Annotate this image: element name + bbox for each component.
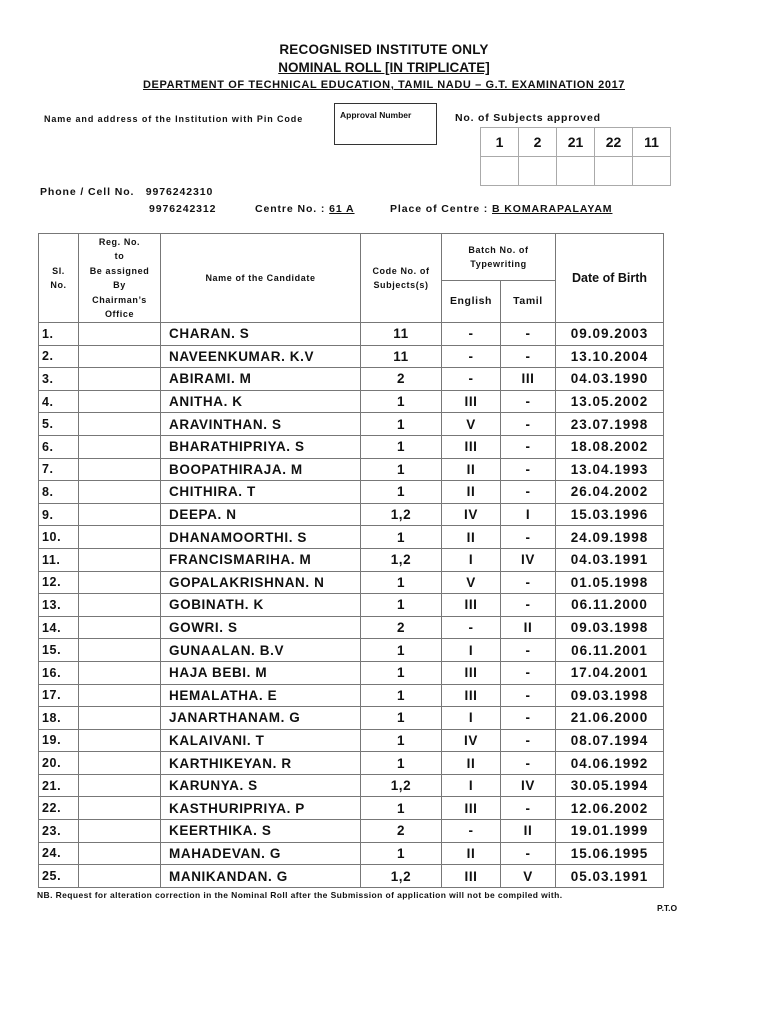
table-row [39,481,664,504]
subject-value [595,157,633,186]
row-batch-tamil: I [501,503,556,526]
row-name: GOPALAKRISHNAN. N [161,571,361,594]
table-row [39,684,664,707]
centre-label: Centre No. : [255,203,326,215]
row-batch-tamil: IV [501,774,556,797]
row-code: 1,2 [361,774,442,797]
table-row [39,594,664,617]
row-reg-no [79,661,161,684]
subject-code: 2 [519,128,557,157]
row-dob: 15.06.1995 [556,842,664,865]
subjects-approved-label: No. of Subjects approved [455,112,601,124]
row-batch-english: IV [442,503,501,526]
row-code: 1,2 [361,865,442,888]
table-row [39,707,664,730]
row-dob: 05.03.1991 [556,865,664,888]
institution-label: Name and address of the Institution with Pin Code [44,114,304,124]
row-batch-tamil: V [501,865,556,888]
row-dob: 21.06.2000 [556,707,664,730]
row-sl-no: 12. [39,571,79,594]
table-row [39,458,664,481]
row-reg-no [79,526,161,549]
row-reg-no [79,390,161,413]
row-dob: 24.09.1998 [556,526,664,549]
row-reg-no [79,413,161,436]
row-batch-english: III [442,594,501,617]
pto-label: P.T.O [657,903,678,913]
row-batch-tamil: - [501,707,556,730]
row-sl-no: 6. [39,435,79,458]
subject-code: 11 [633,128,671,157]
row-reg-no [79,481,161,504]
table-row [39,729,664,752]
row-code: 1 [361,707,442,730]
row-reg-no [79,458,161,481]
phone-line [40,186,213,198]
row-sl-no: 24. [39,842,79,865]
row-batch-tamil: - [501,594,556,617]
row-batch-tamil: - [501,661,556,684]
table-row [39,616,664,639]
row-reg-no [79,594,161,617]
row-reg-no [79,774,161,797]
subject-value [633,157,671,186]
row-name: ANITHA. K [161,390,361,413]
footer-note: NB. Request for alteration correction in the Nominal Roll after the Submission of application will not be compiled with. [37,890,563,900]
row-dob: 06.11.2000 [556,594,664,617]
header-text: Code No. of [372,265,430,276]
row-name: NAVEENKUMAR. K.V [161,345,361,368]
row-dob: 13.04.1993 [556,458,664,481]
table-row [39,661,664,684]
row-reg-no [79,435,161,458]
row-batch-tamil: - [501,413,556,436]
row-reg-no [79,503,161,526]
row-dob: 09.09.2003 [556,323,664,346]
place-label: Place of Centre : [390,203,489,215]
row-code: 1 [361,684,442,707]
row-reg-no [79,729,161,752]
row-code: 1 [361,413,442,436]
row-name: MAHADEVAN. G [161,842,361,865]
row-sl-no: 15. [39,639,79,662]
row-sl-no: 21. [39,774,79,797]
row-code: 1 [361,729,442,752]
row-batch-english: III [442,684,501,707]
header-text: Subjects(s) [373,280,429,290]
row-name: MANIKANDAN. G [161,865,361,888]
row-batch-english: - [442,616,501,639]
table-row [39,820,664,843]
row-batch-tamil: II [501,820,556,843]
table-row [39,797,664,820]
row-batch-tamil: - [501,729,556,752]
row-dob: 04.03.1991 [556,548,664,571]
row-code: 11 [361,323,442,346]
row-sl-no: 25. [39,865,79,888]
table-row [39,548,664,571]
row-batch-tamil: - [501,684,556,707]
row-name: DHANAMOORTHI. S [161,526,361,549]
centre-number [255,203,355,215]
row-dob: 26.04.2002 [556,481,664,504]
row-sl-no: 1. [39,323,79,346]
row-batch-tamil: - [501,323,556,346]
row-batch-tamil: - [501,752,556,775]
header-text: Reg. No. [98,236,141,247]
subjects-approved-grid [480,127,671,186]
row-batch-english: II [442,481,501,504]
header-text: Batch No. of [468,244,529,255]
row-sl-no: 13. [39,594,79,617]
row-batch-english: III [442,435,501,458]
header-english: English [442,281,501,323]
row-batch-english: II [442,458,501,481]
row-sl-no: 16. [39,661,79,684]
header-text: Office [104,309,135,319]
row-batch-english: - [442,368,501,391]
row-batch-tamil: - [501,639,556,662]
row-code: 1 [361,594,442,617]
row-batch-tamil: - [501,435,556,458]
table-row [39,526,664,549]
row-batch-tamil: - [501,458,556,481]
row-reg-no [79,707,161,730]
row-batch-english: II [442,752,501,775]
row-code: 1 [361,752,442,775]
header-reg-no [79,234,161,323]
header-text: Be assigned [89,265,150,276]
doc-title-department: DEPARTMENT OF TECHNICAL EDUCATION, TAMIL NADU – G.T. EXAMINATION 2017 [142,79,626,91]
table-row [39,752,664,775]
table-row [39,390,664,413]
row-code: 1 [361,390,442,413]
row-name: KARTHIKEYAN. R [161,752,361,775]
row-name: KARUNYA. S [161,774,361,797]
table-row [39,435,664,458]
row-sl-no: 8. [39,481,79,504]
row-reg-no [79,345,161,368]
row-sl-no: 4. [39,390,79,413]
row-reg-no [79,842,161,865]
subject-value [519,157,557,186]
row-name: FRANCISMARIHA. M [161,548,361,571]
doc-title-nominal-roll: NOMINAL ROLL [IN TRIPLICATE] [278,60,490,75]
row-name: CHITHIRA. T [161,481,361,504]
subject-value [557,157,595,186]
row-code: 1 [361,458,442,481]
row-batch-english: III [442,797,501,820]
row-batch-english: V [442,571,501,594]
row-dob: 15.03.1996 [556,503,664,526]
row-batch-tamil: - [501,571,556,594]
row-code: 1 [361,481,442,504]
row-code: 1,2 [361,503,442,526]
subject-code: 22 [595,128,633,157]
row-batch-english: I [442,548,501,571]
header-code [361,234,442,323]
row-code: 1 [361,639,442,662]
row-dob: 09.03.1998 [556,684,664,707]
table-row [39,774,664,797]
header-batch [442,234,556,281]
table-row [39,323,664,346]
row-code: 1 [361,661,442,684]
header-dob: Date of Birth [556,234,664,323]
row-code: 1 [361,435,442,458]
table-row [39,865,664,888]
row-sl-no: 14. [39,616,79,639]
row-code: 2 [361,368,442,391]
phone-label: Phone / Cell No. [40,186,135,198]
header-sl-no [39,234,79,323]
row-batch-english: II [442,842,501,865]
row-batch-english: - [442,345,501,368]
row-dob: 30.05.1994 [556,774,664,797]
place-value: B KOMARAPALAYAM [492,203,613,215]
row-dob: 06.11.2001 [556,639,664,662]
row-name: ARAVINTHAN. S [161,413,361,436]
header-text: to [114,251,125,261]
row-name: ABIRAMI. M [161,368,361,391]
subject-code: 21 [557,128,595,157]
row-batch-english: V [442,413,501,436]
header-text: Sl. [52,265,65,276]
row-batch-tamil: - [501,390,556,413]
row-sl-no: 17. [39,684,79,707]
table-row [39,571,664,594]
row-dob: 23.07.1998 [556,413,664,436]
row-batch-english: IV [442,729,501,752]
row-name: KALAIVANI. T [161,729,361,752]
centre-value: 61 A [329,203,355,215]
row-name: HEMALATHA. E [161,684,361,707]
header-name: Name of the Candidate [161,234,361,323]
row-batch-english: - [442,820,501,843]
row-reg-no [79,616,161,639]
row-sl-no: 2. [39,345,79,368]
header-text: Chairman’s [92,294,147,305]
row-reg-no [79,571,161,594]
table-row [39,842,664,865]
row-sl-no: 7. [39,458,79,481]
row-name: GOWRI. S [161,616,361,639]
row-code: 2 [361,616,442,639]
row-dob: 19.01.1999 [556,820,664,843]
row-batch-tamil: II [501,616,556,639]
table-row [39,368,664,391]
row-name: KASTHURIPRIYA. P [161,797,361,820]
row-sl-no: 5. [39,413,79,436]
row-batch-english: I [442,707,501,730]
table-row [39,413,664,436]
row-name: DEEPA. N [161,503,361,526]
approval-number-label: Approval Number [340,110,412,120]
row-name: HAJA BEBI. M [161,661,361,684]
row-code: 2 [361,820,442,843]
row-name: GUNAALAN. B.V [161,639,361,662]
row-name: BOOPATHIRAJA. M [161,458,361,481]
row-reg-no [79,548,161,571]
header-text: Typewriting [470,259,527,269]
subject-value [481,157,519,186]
row-name: BHARATHIPRIYA. S [161,435,361,458]
row-sl-no: 19. [39,729,79,752]
row-reg-no [79,752,161,775]
table-row [39,503,664,526]
row-dob: 13.05.2002 [556,390,664,413]
row-sl-no: 11. [39,548,79,571]
row-dob: 13.10.2004 [556,345,664,368]
row-batch-english: III [442,661,501,684]
row-name: GOBINATH. K [161,594,361,617]
row-reg-no [79,865,161,888]
row-dob: 04.03.1990 [556,368,664,391]
row-sl-no: 9. [39,503,79,526]
row-batch-english: II [442,526,501,549]
row-dob: 08.07.1994 [556,729,664,752]
row-dob: 17.04.2001 [556,661,664,684]
header-tamil: Tamil [501,281,556,323]
row-code: 1,2 [361,548,442,571]
row-reg-no [79,368,161,391]
row-batch-tamil: III [501,368,556,391]
row-batch-tamil: - [501,797,556,820]
row-name: JANARTHANAM. G [161,707,361,730]
row-sl-no: 10. [39,526,79,549]
row-code: 11 [361,345,442,368]
header-text: No. [50,280,67,290]
row-batch-tamil: - [501,526,556,549]
row-dob: 12.06.2002 [556,797,664,820]
row-reg-no [79,820,161,843]
row-name: KEERTHIKA. S [161,820,361,843]
row-name: CHARAN. S [161,323,361,346]
approval-number-box [334,103,437,145]
row-sl-no: 23. [39,820,79,843]
row-dob: 18.08.2002 [556,435,664,458]
row-batch-english: - [442,323,501,346]
table-row [39,639,664,662]
row-reg-no [79,684,161,707]
row-reg-no [79,797,161,820]
row-batch-english: I [442,774,501,797]
doc-title-recognised: RECOGNISED INSTITUTE ONLY [279,42,489,57]
row-dob: 01.05.1998 [556,571,664,594]
row-batch-english: III [442,390,501,413]
row-batch-tamil: - [501,481,556,504]
row-reg-no [79,323,161,346]
row-batch-tamil: - [501,345,556,368]
nominal-roll-table [38,233,664,888]
row-sl-no: 20. [39,752,79,775]
row-reg-no [79,639,161,662]
table-row [39,345,664,368]
phone-number-1: 9976242310 [145,186,214,198]
row-sl-no: 3. [39,368,79,391]
row-code: 1 [361,571,442,594]
row-sl-no: 22. [39,797,79,820]
row-dob: 09.03.1998 [556,616,664,639]
row-sl-no: 18. [39,707,79,730]
row-code: 1 [361,797,442,820]
place-of-centre [390,203,612,215]
row-batch-english: I [442,639,501,662]
subject-code: 1 [481,128,519,157]
row-batch-tamil: - [501,842,556,865]
header-text: By [113,280,126,290]
phone-number-2: 9976242312 [149,203,217,215]
row-batch-english: III [442,865,501,888]
row-code: 1 [361,842,442,865]
row-batch-tamil: IV [501,548,556,571]
row-code: 1 [361,526,442,549]
row-dob: 04.06.1992 [556,752,664,775]
